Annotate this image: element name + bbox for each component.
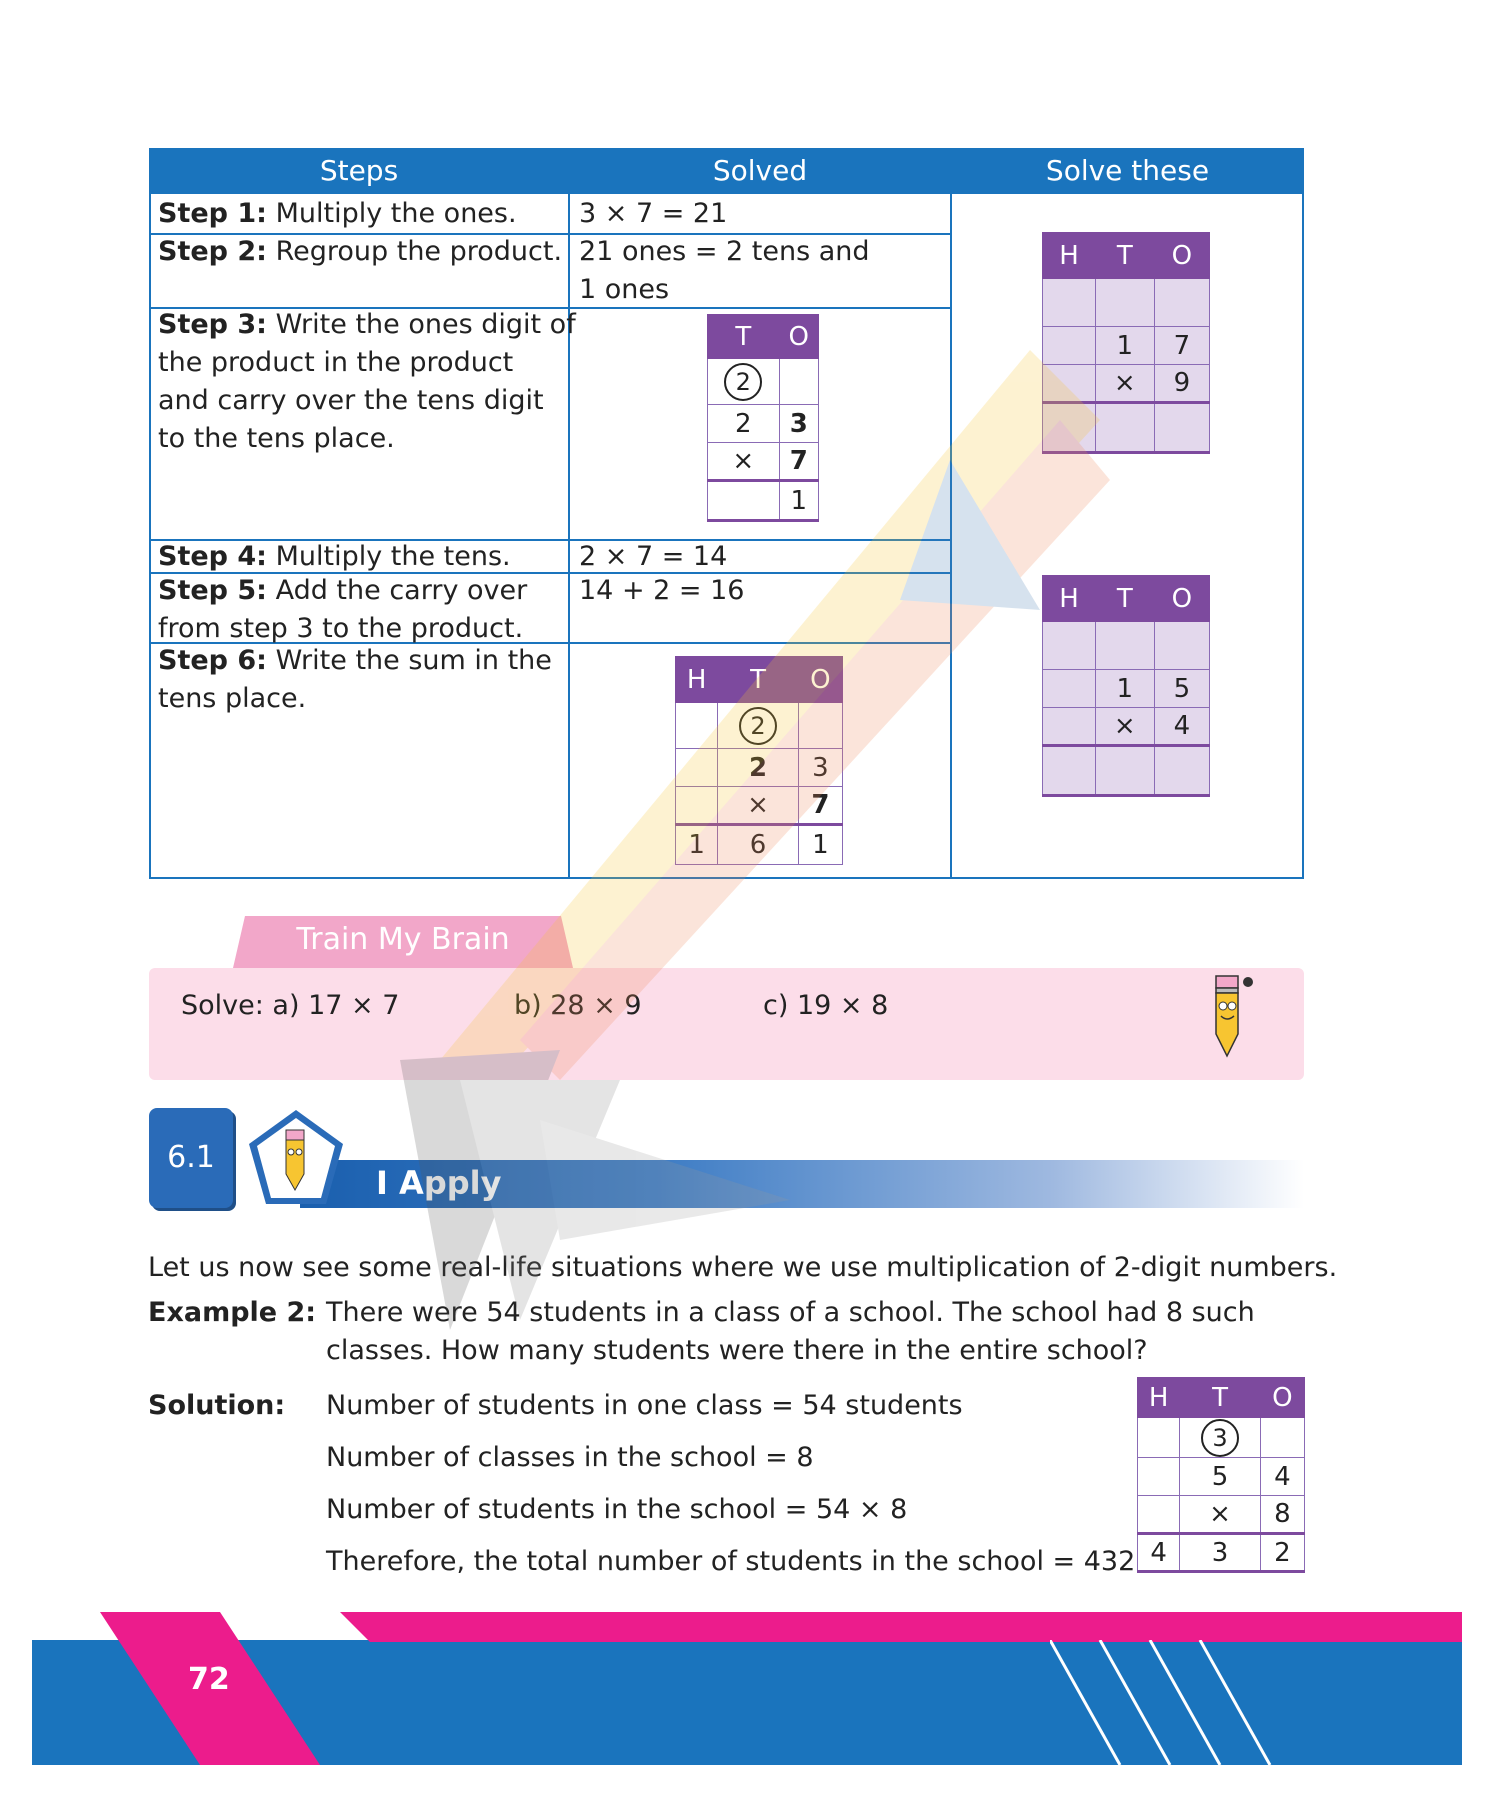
solve-these-grid-2 — [1042, 575, 1210, 797]
step-3 — [158, 306, 576, 458]
step-1-solved: 3 × 7 = 21 — [579, 198, 728, 229]
grid-cell: × — [1095, 365, 1154, 403]
grid-header: H — [676, 657, 718, 703]
grid-cell: 3 — [798, 749, 842, 787]
footer-pink-stripe — [340, 1612, 1462, 1642]
grid-cell: × — [708, 443, 780, 481]
grid-cell — [676, 749, 718, 787]
grid-cell: 2 — [718, 749, 798, 787]
grid-header: T — [718, 657, 798, 703]
step-text: Add the carry over — [275, 575, 528, 606]
grid-cell: 9 — [1154, 365, 1209, 403]
grid-cell: 1 — [798, 825, 842, 865]
header-steps: Steps — [319, 154, 399, 187]
step-label: Step 2: — [158, 236, 267, 267]
solve-these-grid-1 — [1042, 232, 1210, 454]
grid-cell — [708, 481, 780, 521]
table-border-bottom — [149, 877, 1304, 879]
step-text: Write the sum in the — [275, 645, 552, 676]
grid-header: H — [1043, 233, 1096, 279]
carry-cell — [718, 703, 798, 749]
solved-line: 1 ones — [579, 274, 670, 305]
grid-cell: 7 — [1154, 327, 1209, 365]
step-text: the product in the product — [158, 347, 514, 378]
header-solve-these: Solve these — [1045, 154, 1210, 187]
grid-cell: × — [1095, 708, 1154, 746]
solution-line-1: Number of students in one class = 54 students — [326, 1390, 963, 1421]
grid-cell: 2 — [708, 405, 780, 443]
solution-line-2: Number of classes in the school = 8 — [326, 1442, 814, 1473]
step-4 — [158, 538, 511, 576]
solution-place-value-grid — [1137, 1377, 1305, 1573]
grid-cell: 1 — [676, 825, 718, 865]
carry-cell — [708, 359, 780, 405]
grid-cell: 2 — [1260, 1534, 1304, 1572]
grid-header: T — [708, 315, 780, 359]
step-text: from step 3 to the product. — [158, 613, 524, 644]
grid-cell — [676, 787, 718, 825]
question-a: Solve: a) 17 × 7 — [181, 990, 400, 1021]
grid-cell: 1 — [779, 481, 818, 521]
solved-line: 21 ones = 2 tens and — [579, 236, 870, 267]
question-b: b) 28 × 9 — [514, 990, 642, 1021]
step-2 — [158, 233, 562, 271]
grid-cell: 1 — [1095, 327, 1154, 365]
grid-header: T — [1095, 233, 1154, 279]
grid-header: O — [1154, 233, 1209, 279]
carry-circle: 2 — [724, 363, 762, 401]
grid-header: T — [1095, 576, 1154, 622]
pencil-mascot-icon — [1200, 972, 1260, 1062]
section-title: I Apply — [376, 1164, 502, 1202]
grid-cell: 5 — [1154, 670, 1209, 708]
grid-cell: 6 — [718, 825, 798, 865]
question-c: c) 19 × 8 — [763, 990, 889, 1021]
grid-cell — [1138, 1496, 1180, 1534]
grid-cell: × — [718, 787, 798, 825]
step-2-solved — [579, 233, 870, 309]
grid-cell: 3 — [779, 405, 818, 443]
train-my-brain-title: Train My Brain — [296, 922, 510, 957]
table-col-divider-2 — [950, 194, 952, 879]
step-text: Write the ones digit of — [275, 309, 576, 340]
grid-cell — [1043, 708, 1096, 746]
carry-circle: 3 — [1201, 1419, 1239, 1457]
grid-cell: 3 — [1180, 1534, 1260, 1572]
grid-cell — [1043, 327, 1096, 365]
grid-cell — [1043, 670, 1096, 708]
grid-cell: 4 — [1138, 1534, 1180, 1572]
solution-line-4: Therefore, the total number of students in the school = 432 — [326, 1546, 1136, 1577]
grid-cell: 4 — [1154, 708, 1209, 746]
step-6 — [158, 642, 552, 718]
step-text: Regroup the product. — [275, 236, 563, 267]
grid-header: H — [1138, 1378, 1180, 1418]
grid-header: O — [779, 315, 818, 359]
solution-label: Solution: — [148, 1390, 286, 1421]
grid-cell: 5 — [1180, 1458, 1260, 1496]
step-label: Step 3: — [158, 309, 267, 340]
table-border-left — [149, 194, 151, 879]
grid-header: T — [1180, 1378, 1260, 1418]
step-label: Step 6: — [158, 645, 267, 676]
table-col-divider-1 — [568, 194, 570, 879]
example-label: Example 2: — [148, 1297, 317, 1328]
table-border-right — [1302, 194, 1304, 879]
example-line: There were 54 students in a class of a school. The school had 8 such — [326, 1297, 1255, 1328]
header-solved: Solved — [712, 154, 808, 187]
carry-cell — [1180, 1418, 1260, 1458]
grid-header: O — [1154, 576, 1209, 622]
steps-table — [149, 148, 1304, 879]
grid-cell — [1043, 365, 1096, 403]
pencil-pentagon-icon — [246, 1108, 346, 1208]
step-5-solved: 14 + 2 = 16 — [579, 575, 745, 606]
example-line: classes. How many students were there in the entire school? — [326, 1335, 1148, 1366]
intro-text: Let us now see some real-life situations where we use multiplication of 2-digit numbers. — [148, 1252, 1338, 1283]
section-number: 6.1 — [167, 1140, 215, 1175]
grid-header: O — [798, 657, 842, 703]
step-1 — [158, 195, 517, 233]
step6-place-value-grid — [675, 656, 843, 865]
grid-cell: 4 — [1260, 1458, 1304, 1496]
train-my-brain-box — [149, 968, 1304, 1080]
step-label: Step 1: — [158, 198, 267, 229]
grid-cell: 7 — [798, 787, 842, 825]
step-text: to the tens place. — [158, 423, 395, 454]
step-5 — [158, 572, 527, 648]
step-text: tens place. — [158, 683, 307, 714]
grid-cell: × — [1180, 1496, 1260, 1534]
step-4-solved: 2 × 7 = 14 — [579, 541, 728, 572]
grid-cell: 7 — [779, 443, 818, 481]
grid-header: H — [1043, 576, 1096, 622]
page-number: 72 — [188, 1662, 230, 1697]
example-text — [326, 1294, 1255, 1370]
step-text: and carry over the tens digit — [158, 385, 544, 416]
footer-lines-decoration — [1050, 1640, 1290, 1765]
grid-cell: 1 — [1095, 670, 1154, 708]
step-label: Step 4: — [158, 541, 267, 572]
grid-header: O — [1260, 1378, 1304, 1418]
step3-place-value-grid — [707, 314, 819, 522]
carry-circle: 2 — [739, 707, 777, 745]
solution-line-3: Number of students in the school = 54 × 8 — [326, 1494, 908, 1525]
step-label: Step 5: — [158, 575, 267, 606]
step-text: Multiply the ones. — [275, 198, 517, 229]
step-text: Multiply the tens. — [275, 541, 511, 572]
grid-cell: 8 — [1260, 1496, 1304, 1534]
grid-cell — [1138, 1458, 1180, 1496]
